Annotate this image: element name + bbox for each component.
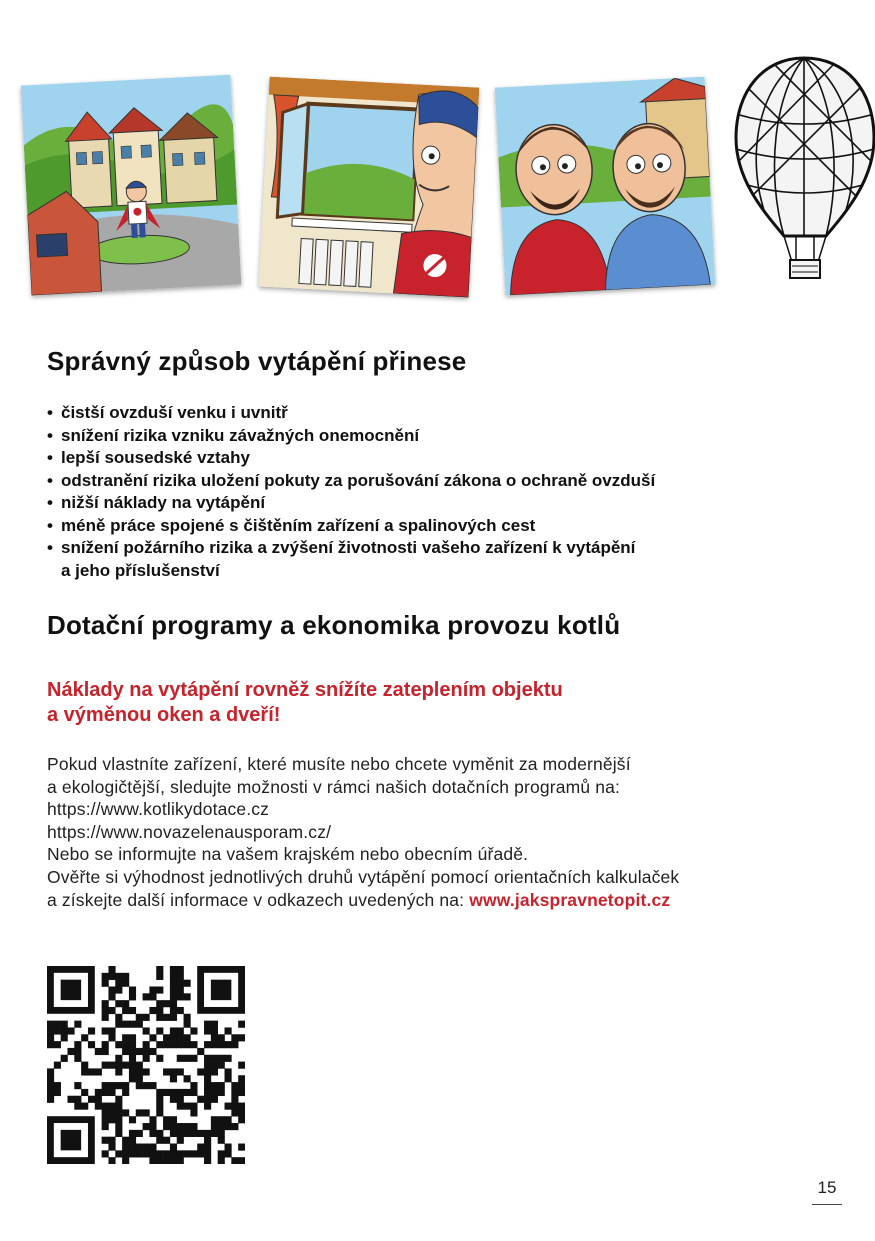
list-item: • čistší ovzduší venku i uvnitř [47,402,767,425]
subheading-line: Náklady na vytápění rovněž snížíte zateplením objektu [47,679,563,701]
list-item [47,537,767,582]
list-item: • snížení rizika vzniku závažných onemocnění [47,425,767,448]
body-line: Nebo se informujte na vašem krajském nebo obecním úřadě. [47,844,529,865]
list-item: • méně práce spojené s čištěním zařízení a spalinových cest [47,515,767,538]
heading-benefits: Správný způsob vytápění přinese [47,346,467,376]
subheading-line: a výměnou oken a dveří! [47,704,281,726]
qr-code[interactable] [47,966,245,1164]
body-line: a získejte další informace v odkazech uvedených na: [47,889,470,910]
window-radiator-drawing [259,77,480,298]
benefits-list [47,402,767,582]
link-novazelenausporam[interactable]: https://www.novazelenausporam.cz/ [47,821,332,842]
list-item: • lepší sousedské vztahy [47,447,767,470]
subheading-red [47,678,787,728]
heading-programs: Dotační programy a ekonomika provozu kotlů [47,610,621,640]
body-paragraph [47,753,827,911]
body-line-with-link [47,889,827,912]
hot-air-balloon-drawing [734,54,875,282]
illustration-window-radiator [259,77,480,298]
list-item-line: a jeho příslušenství [61,560,220,580]
body-line: a ekologičtější, sledujte možnosti v rámci našich dotačních programů na: [47,776,621,797]
list-item-line: snížení požárního rizika a zvýšení životnosti vašeho zařízení k vytápění [61,538,636,557]
town-hero-drawing [21,75,242,296]
page-number: 15 [817,1178,837,1197]
illustration-two-neighbours [495,77,716,296]
body-line: Ověřte si výhodnost jednotlivých druhů vytápění pomocí orientačních kalkulaček [47,866,680,887]
link-jakspravnetopit[interactable]: www.jakspravnetopit.cz [469,889,671,910]
two-neighbours-drawing [495,77,716,296]
page-number-underline [812,1204,842,1205]
illustration-town-hero [21,75,242,296]
link-kotlikydotace[interactable]: https://www.kotlikydotace.cz [47,799,270,820]
body-line: Pokud vlastníte zařízení, které musíte nebo chcete vyměnit za modernější [47,754,631,774]
list-item: • odstranění rizika uložení pokuty za porušování zákona o ochraně ovzduší [47,470,767,493]
list-item: • nižší náklady na vytápění [47,492,767,515]
